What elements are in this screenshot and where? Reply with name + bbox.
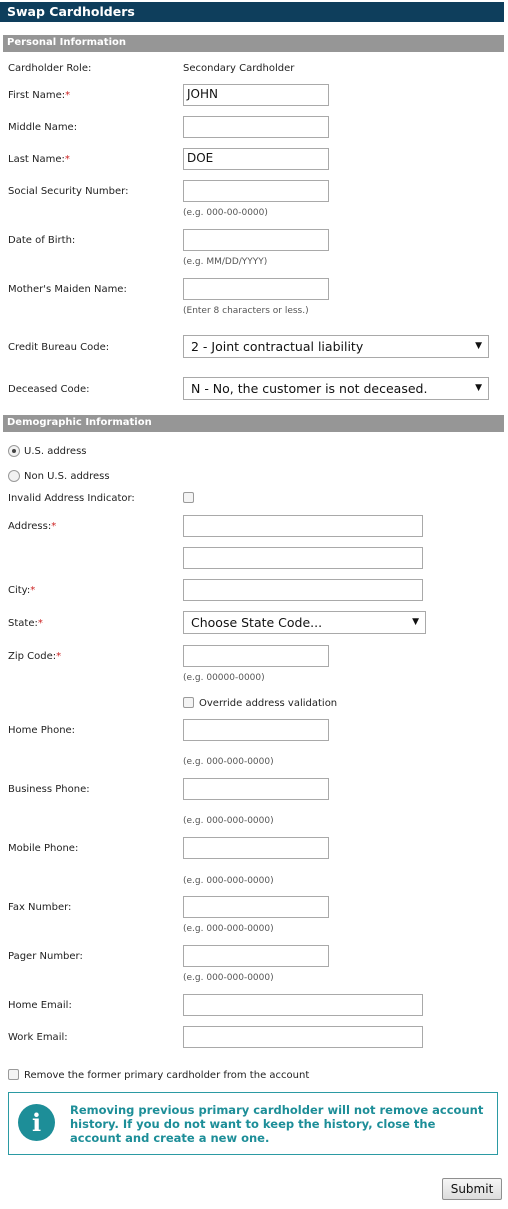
required-marker: * <box>65 90 71 101</box>
mobile-phone-input[interactable] <box>183 837 329 859</box>
credit-bureau-select[interactable] <box>183 335 489 358</box>
credit-bureau-label: Credit Bureau Code: <box>8 342 110 353</box>
page-title: Swap Cardholders <box>0 2 504 22</box>
dropdown-arrow-icon: ▼ <box>475 341 482 351</box>
home-phone-input[interactable] <box>183 719 329 741</box>
state-value: Choose State Code... <box>191 615 323 630</box>
pager-label: Pager Number: <box>8 951 83 962</box>
demographic-info-header: Demographic Information <box>3 415 504 432</box>
invalid-address-checkbox[interactable] <box>183 492 194 503</box>
dob-hint: (e.g. MM/DD/YYYY) <box>183 257 268 267</box>
ssn-label: Social Security Number: <box>8 186 129 197</box>
info-icon: i <box>18 1104 55 1141</box>
address-label: Address:* <box>8 521 57 532</box>
address-line1-input[interactable] <box>183 515 423 537</box>
work-email-label: Work Email: <box>8 1032 68 1043</box>
non-us-address-radio[interactable] <box>8 470 20 482</box>
required-marker: * <box>51 521 57 532</box>
home-phone-hint: (e.g. 000-000-0000) <box>183 757 274 767</box>
city-label: City:* <box>8 585 36 596</box>
middle-name-label: Middle Name: <box>8 122 78 133</box>
business-phone-hint: (e.g. 000-000-0000) <box>183 816 274 826</box>
first-name-label: First Name:* <box>8 90 71 101</box>
credit-bureau-value: 2 - Joint contractual liability <box>191 339 364 354</box>
dropdown-arrow-icon: ▼ <box>475 383 482 393</box>
fax-hint: (e.g. 000-000-0000) <box>183 924 274 934</box>
us-address-radio[interactable] <box>8 445 20 457</box>
required-marker: * <box>30 585 36 596</box>
required-marker: * <box>64 154 70 165</box>
maiden-name-hint: (Enter 8 characters or less.) <box>183 306 309 316</box>
override-validation-label: Override address validation <box>199 698 338 709</box>
required-marker: * <box>56 651 62 662</box>
cardholder-role-label: Cardholder Role: <box>8 63 92 74</box>
home-phone-label: Home Phone: <box>8 725 76 736</box>
last-name-input[interactable]: DOE <box>183 148 329 170</box>
work-email-input[interactable] <box>183 1026 423 1048</box>
business-phone-input[interactable] <box>183 778 329 800</box>
zip-label: Zip Code:* <box>8 651 62 662</box>
maiden-name-input[interactable] <box>183 278 329 300</box>
required-marker: * <box>37 618 43 629</box>
mobile-phone-hint: (e.g. 000-000-0000) <box>183 876 274 886</box>
ssn-hint: (e.g. 000-00-0000) <box>183 208 268 218</box>
fax-input[interactable] <box>183 896 329 918</box>
first-name-input[interactable]: JOHN <box>183 84 329 106</box>
non-us-address-label: Non U.S. address <box>24 471 110 482</box>
state-label: State:* <box>8 618 43 629</box>
dropdown-arrow-icon: ▼ <box>412 617 419 627</box>
zip-hint: (e.g. 00000-0000) <box>183 673 265 683</box>
business-phone-label: Business Phone: <box>8 784 90 795</box>
dob-label: Date of Birth: <box>8 235 76 246</box>
middle-name-input[interactable] <box>183 116 329 138</box>
fax-label: Fax Number: <box>8 902 72 913</box>
deceased-code-select[interactable] <box>183 377 489 400</box>
info-message-box <box>8 1092 498 1155</box>
last-name-label: Last Name:* <box>8 154 70 165</box>
info-message-text: Removing previous primary cardholder will not remove account history. If you do not want to keep the history, close the account and create a new one. <box>70 1103 484 1145</box>
deceased-code-value: N - No, the customer is not deceased. <box>191 381 428 396</box>
state-select[interactable] <box>183 611 426 634</box>
home-email-label: Home Email: <box>8 1000 72 1011</box>
city-input[interactable] <box>183 579 423 601</box>
pager-input[interactable] <box>183 945 329 967</box>
dob-input[interactable] <box>183 229 329 251</box>
ssn-input[interactable] <box>183 180 329 202</box>
cardholder-role-value: Secondary Cardholder <box>183 63 295 74</box>
override-validation-checkbox[interactable] <box>183 697 194 708</box>
remove-former-label: Remove the former primary cardholder from the account <box>24 1070 310 1081</box>
us-address-label: U.S. address <box>24 446 87 457</box>
invalid-address-label: Invalid Address Indicator: <box>8 493 135 504</box>
personal-info-header: Personal Information <box>3 35 504 52</box>
submit-button[interactable]: Submit <box>442 1178 502 1200</box>
zip-input[interactable] <box>183 645 329 667</box>
pager-hint: (e.g. 000-000-0000) <box>183 973 274 983</box>
remove-former-checkbox[interactable] <box>8 1069 19 1080</box>
home-email-input[interactable] <box>183 994 423 1016</box>
address-line2-input[interactable] <box>183 547 423 569</box>
deceased-code-label: Deceased Code: <box>8 384 90 395</box>
maiden-name-label: Mother's Maiden Name: <box>8 284 127 295</box>
mobile-phone-label: Mobile Phone: <box>8 843 79 854</box>
